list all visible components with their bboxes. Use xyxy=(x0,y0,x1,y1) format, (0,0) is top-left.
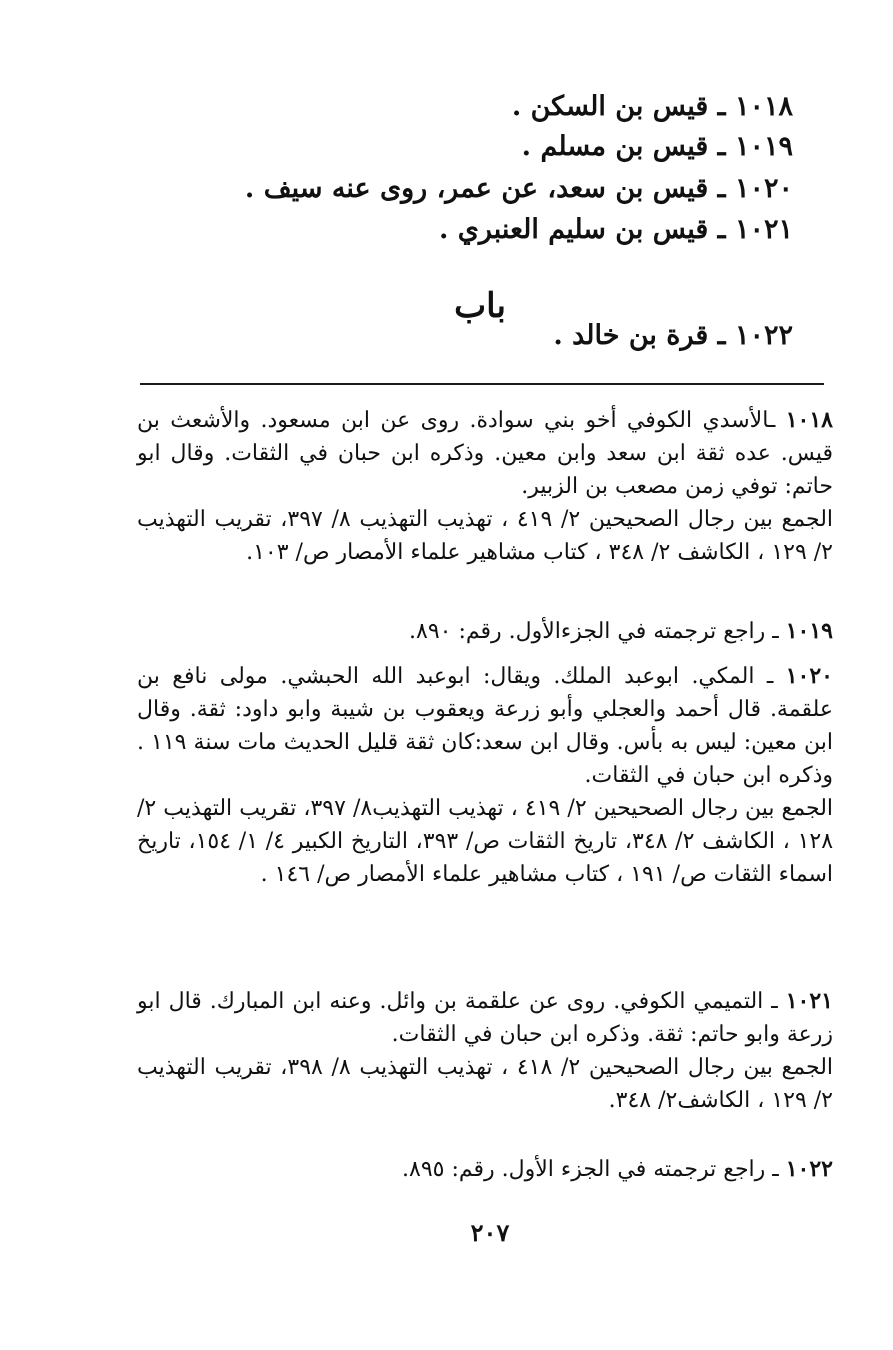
footnote-number: ١٠١٨ xyxy=(785,407,833,433)
entry-1018 xyxy=(512,87,793,127)
entry-dash: ـ xyxy=(708,320,726,351)
footnote-1018: ١٠١٨ ـالأسدي الكوفي أخو بني سوادة. روى عن ابن مسعود. والأشعث بن قيس. عده ثقة ابن سعد وابن معين. وذكره ابن حبان في الثقات. وقال ابو حاتم: توفي زمن مصعب بن الزبير. الجمع بين رجال الصحيحين ٢/ ٤١٩ ، تهذيب التهذيب ٨/ ٣٩٧، تقريب التهذيب ٢/ ١٢٩ ، الكاشف ٢/ ٣٤٨ ، كتاب مشاهير علماء الأمصار ص/ ١٠٣. xyxy=(137,404,833,569)
entry-text: قيس بن سليم العنبري . xyxy=(438,214,709,245)
footnote-number: ١٠٢٠ xyxy=(785,663,833,689)
entry-dash: ـ xyxy=(708,214,726,245)
footnote-text: راجع ترجمته في الجزءالأول. رقم: ٨٩٠. xyxy=(409,619,766,644)
footnote-text: راجع ترجمته في الجزء الأول. رقم: ٨٩٥. xyxy=(402,1157,766,1182)
entry-number: ١٠١٨ xyxy=(734,91,793,122)
entry-number: ١٠٢٢ xyxy=(734,320,793,351)
entry-1022 xyxy=(553,316,793,356)
entry-text: قيس بن سعد، عن عمر، روى عنه سيف . xyxy=(244,173,709,204)
footnote-1019: ١٠١٩ ـ راجع ترجمته في الجزءالأول. رقم: ٨٩٠. xyxy=(409,618,833,644)
footnote-references: الجمع بين رجال الصحيحين ٢/ ٤١٩ ، تهذيب التهذيب ٨/ ٣٩٧، تقريب التهذيب ٢/ ١٢٩ ، الكاشف ٢/ ٣٤٨ ، كتاب مشاهير علماء الأمصار ص/ ١٠٣. xyxy=(137,507,834,565)
footnote-text: الأسدي الكوفي أخو بني سوادة. روى عن ابن مسعود. والأشعث بن قيس. عده ثقة ابن سعد وابن معين. وذكره ابن حبان في الثقات. وقال ابو حاتم: توفي زمن مصعب بن الزبير. xyxy=(137,408,833,499)
entry-dash: ـ xyxy=(708,131,726,162)
footnote-1020: ١٠٢٠ ـ المكي. ابوعبد الملك. ويقال: ابوعبد الله الحبشي. مولى نافع بن علقمة. قال أحمد والعجلي وأبو زرعة ويعقوب بن شيبة وابو داود: ثقة. وقال ابن معين: ليس به بأس. وقال ابن سعد:كان ثقة قليل الحديث مات سنة ١١٩ . وذكره ابن حبان في الثقات. الجمع بين رجال الصحيحين ٢/ ٤١٩ ، تهذيب التهذيب٨/ ٣٩٧، تقريب التهذيب ٢/ ١٢٨ ، الكاشف ٢/ ٣٤٨، تاريخ الثقات ص/ ٣٩٣، التاريخ الكبير ٤/ ١/ ١٥٤، تاريخ اسماء الثقات ص/ ١٩١ ، كتاب مشاهير علماء الأمصار ص/ ١٤٦ . xyxy=(137,660,833,891)
entry-1020 xyxy=(245,169,793,209)
footnote-number: ١٠١٩ xyxy=(785,618,833,644)
entry-1021 xyxy=(439,210,793,250)
footnote-1021: ١٠٢١ ـ التميمي الكوفي. روى عن علقمة بن وائل. وعنه ابن المبارك. قال ابو زرعة وابو حاتم: ثقة. وذكره ابن حبان في الثقات. الجمع بين رجال الصحيحين ٢/ ٤١٨ ، تهذيب التهذيب ٨/ ٣٩٨، تقريب التهذيب ٢/ ١٢٩ ، الكاشف٢/ ٣٤٨. xyxy=(137,985,833,1117)
entry-text: قيس بن السكن . xyxy=(511,91,709,122)
footnote-number: ١٠٢٢ xyxy=(785,1156,833,1182)
footnote-text: المكي. ابوعبد الملك. ويقال: ابوعبد الله الحبشي. مولى نافع بن علقمة. قال أحمد والعجلي وأبو زرعة ويعقوب بن شيبة وابو داود: ثقة. وقال ابن معين: ليس به بأس. وقال ابن سعد:كان ثقة قليل الحديث مات سنة ١١٩ . وذكره ابن حبان في الثقات. xyxy=(137,664,833,788)
entry-text: قرة بن خالد . xyxy=(553,320,709,351)
footnote-references: الجمع بين رجال الصحيحين ٢/ ٤١٩ ، تهذيب التهذيب٨/ ٣٩٧، تقريب التهذيب ٢/ ١٢٨ ، الكاشف ٢/ ٣٤٨، تاريخ الثقات ص/ ٣٩٣، التاريخ الكبير ٤/ ١/ ١٥٤، تاريخ اسماء الثقات ص/ ١٩١ ، كتاب مشاهير علماء الأمصار ص/ ١٤٦ . xyxy=(137,796,834,887)
entry-1019 xyxy=(522,127,793,167)
entry-number: ١٠١٩ xyxy=(734,131,793,162)
entry-text: قيس بن مسلم . xyxy=(521,131,709,162)
footnote-number: ١٠٢١ xyxy=(785,988,833,1014)
footnote-1022: ١٠٢٢ ـ راجع ترجمته في الجزء الأول. رقم: ٨٩٥. xyxy=(402,1156,833,1182)
entry-number: ١٠٢٠ xyxy=(734,173,793,204)
footnote-text: التميمي الكوفي. روى عن علقمة بن وائل. وعنه ابن المبارك. قال ابو زرعة وابو حاتم: ثقة. وذكره ابن حبان في الثقات. xyxy=(137,989,833,1047)
entry-dash: ـ xyxy=(708,173,726,204)
footnote-references: الجمع بين رجال الصحيحين ٢/ ٤١٨ ، تهذيب التهذيب ٨/ ٣٩٨، تقريب التهذيب ٢/ ١٢٩ ، الكاشف٢/ ٣٤٨. xyxy=(137,1055,834,1113)
entry-dash: ـ xyxy=(708,91,726,122)
page-number: ٢٠٧ xyxy=(470,1218,510,1247)
section-heading: باب xyxy=(454,286,506,326)
entry-number: ١٠٢١ xyxy=(734,214,793,245)
footnote-divider xyxy=(140,383,824,385)
